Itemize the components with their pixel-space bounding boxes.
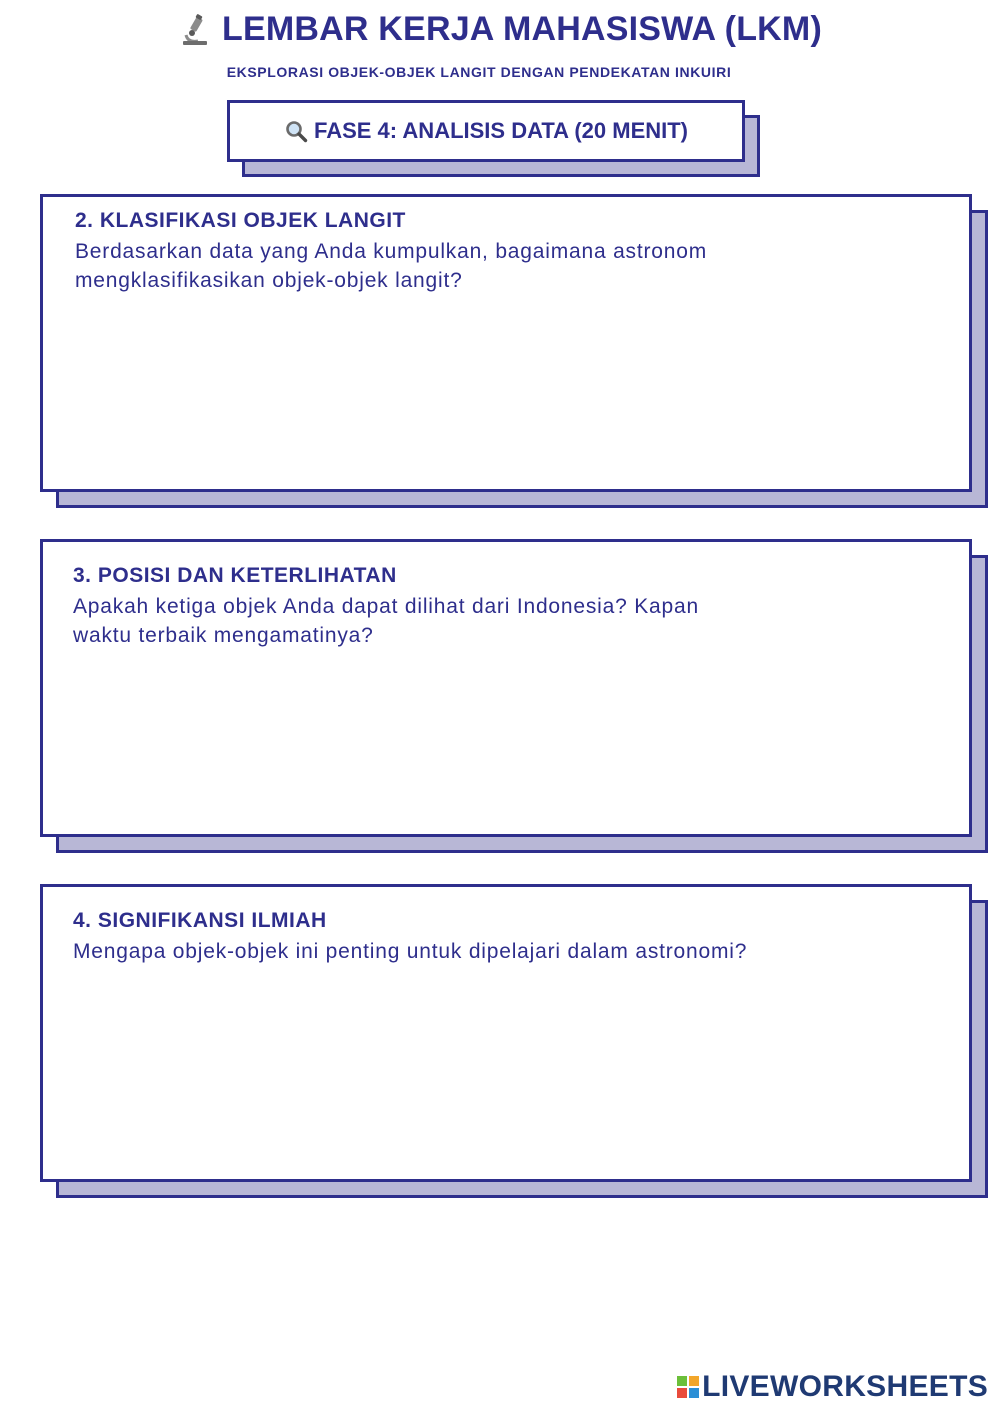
question-line: waktu terbaik mengamatinya? [73,624,374,647]
question-line: Mengapa objek-objek ini penting untuk dipelajari dalam astronomi? [73,940,748,963]
question-line: Berdasarkan data yang Anda kumpulkan, bagaimana astronom [75,240,708,263]
section-box [40,884,972,1182]
answer-area[interactable] [63,323,949,473]
section-box [40,194,972,492]
page-title: LEMBAR KERJA MAHASISWA (LKM) [222,10,822,48]
phase-banner-box [227,100,745,162]
question-line: mengklasifikasikan objek-objek langit? [75,269,463,292]
section-box [40,539,972,837]
answer-area[interactable] [63,668,949,818]
brand-name: LIVEWORKSHEETS [702,1370,988,1403]
section-title: 3. POSISI DAN KETERLIHATAN [73,564,397,587]
section-position-visibility [40,539,987,852]
page-header [0,10,1000,49]
magnifier-icon [284,119,308,143]
page-subtitle: EKSPLORASI OBJEK-OBJEK LANGIT DENGAN PENDEKATAN INKUIRI [226,64,732,80]
section-question [73,937,933,966]
section-title: 2. KLASIFIKASI OBJEK LANGIT [75,209,406,232]
liveworksheets-logo-icon [677,1376,699,1398]
section-scientific-significance [40,884,987,1197]
phase-label: FASE 4: ANALISIS DATA (20 MENIT) [313,118,689,143]
question-line: Apakah ketiga objek Anda dapat dilihat dari Indonesia? Kapan [73,595,699,618]
section-question [75,237,835,295]
answer-area[interactable] [63,1013,949,1163]
section-question [73,592,833,650]
section-title: 4. SIGNIFIKANSI ILMIAH [73,909,327,932]
phase-banner [227,100,759,176]
section-classification [40,194,987,507]
microscope-icon [178,13,212,47]
liveworksheets-brand[interactable] [677,1370,988,1404]
